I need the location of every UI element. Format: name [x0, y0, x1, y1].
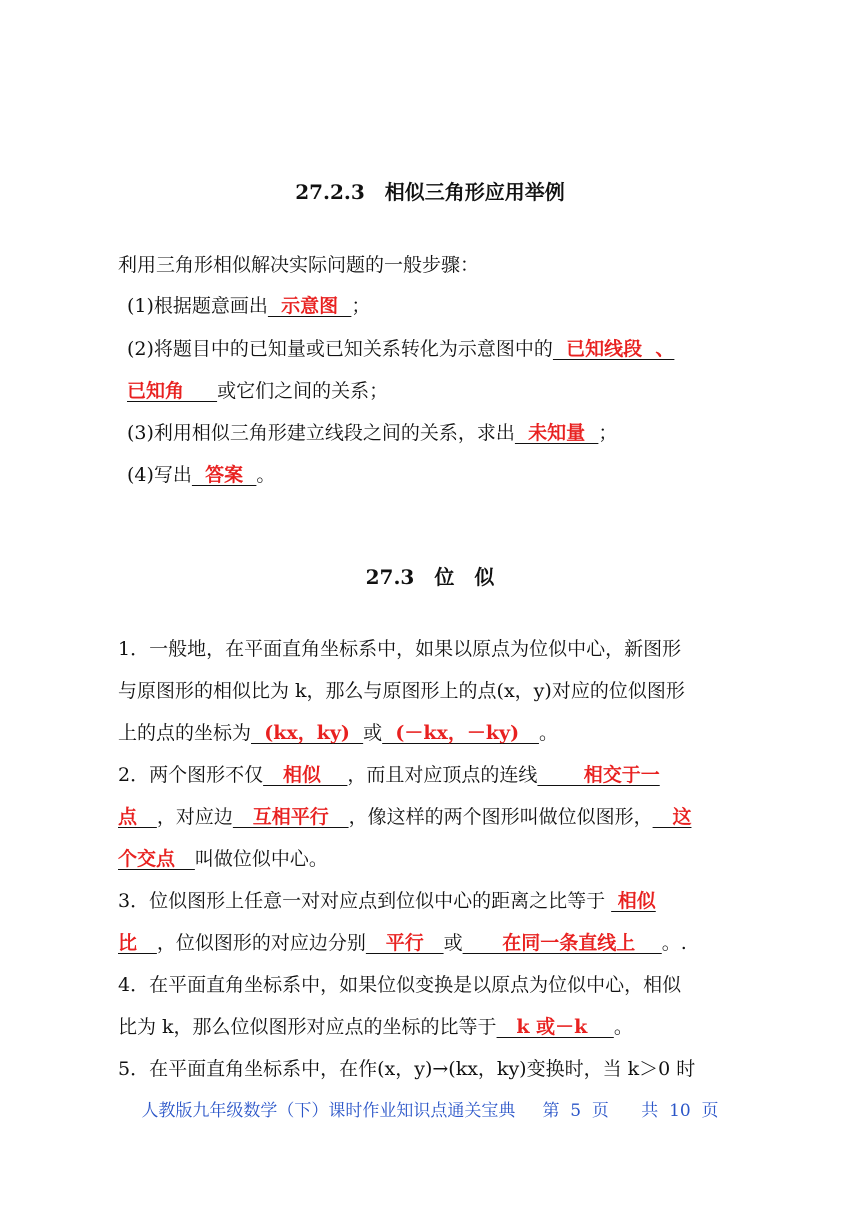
answer-blank: 平行 — [365, 932, 444, 954]
answer-blank: 比 — [118, 932, 157, 954]
step-3: (3)利用相似三角形建立线段之间的关系，求出 未知量 ； — [127, 422, 618, 444]
answer-blank: 相似 — [263, 764, 348, 786]
section-title-27-3: 27.3 位 似 — [365, 565, 495, 589]
page-footer: 人教版九年级数学（下）课时作业知识点通关宝典 第 5 页 共 10 页 — [141, 1101, 719, 1121]
answer-blank: 这 — [652, 806, 692, 828]
item-5-line-1: 5．在平面直角坐标系中，在作(x，y)→(kx，ky)变换时，当 k＞0 时 — [118, 1058, 696, 1080]
item-1-line-2: 与原图形的相似比为 k，那么与原图形上的点(x，y)对应的位似图形 — [118, 680, 685, 702]
answer-blank: 个交点 — [118, 848, 195, 870]
item-2-line-3: 个交点 叫做位似中心。 — [118, 848, 328, 870]
steps-intro: 利用三角形相似解决实际问题的一般步骤： — [118, 254, 480, 276]
item-3-line-2: 比 ，位似图形的对应边分别 平行 或 在同一条直线上 。. — [118, 932, 687, 954]
step-2: (2)将题目中的已知量或已知关系转化为示意图中的 已知线段 、 — [127, 338, 675, 360]
answer-blank: 在同一条直线上 — [462, 932, 662, 954]
item-2-line-1: 2．两个图形不仅 相似 ，而且对应顶点的连线 相交于一 — [118, 764, 660, 786]
step-1: (1)根据题意画出 示意图 ； — [127, 295, 371, 317]
item-4-line-2: 比为 k，那么位似图形对应点的坐标的比等于 k 或－k 。 — [118, 1016, 633, 1038]
answer-blank: 答案 — [191, 464, 257, 486]
answer-blank: (kx，ky) — [251, 722, 364, 744]
answer-blank: 相交于一 — [537, 764, 660, 786]
answer-blank: (－kx，－ky) — [382, 722, 539, 744]
answer-blank: 示意图 — [267, 295, 352, 317]
answer-blank: 未知量 — [514, 422, 599, 444]
item-1-line-1: 1．一般地，在平面直角坐标系中，如果以原点为位似中心，新图形 — [118, 638, 682, 660]
step-2-cont: 已知角 或它们之间的关系； — [127, 380, 389, 402]
answer-blank: k 或－k — [496, 1016, 614, 1038]
item-3-line-1: 3．位似图形上任意一对对应点到位似中心的距离之比等于 相似 — [118, 890, 656, 912]
answer-blank: 互相平行 — [232, 806, 349, 828]
answer-blank: 已知线段 、 — [552, 338, 675, 360]
answer-blank: 已知角 — [127, 380, 218, 402]
step-4: (4)写出 答案 。 — [127, 464, 276, 486]
item-1-line-3: 上的点的坐标为 (kx，ky) 或 (－kx，－ky) 。 — [118, 722, 558, 744]
item-2-line-2: 点 ，对应边 互相平行 ，像这样的两个图形叫做位似图形， 这 — [118, 806, 692, 828]
item-4-line-1: 4．在平面直角坐标系中，如果位似变换是以原点为位似中心，相似 — [118, 974, 682, 996]
section-title-27-2-3: 27.2.3 相似三角形应用举例 — [295, 180, 565, 204]
answer-blank: 点 — [118, 806, 157, 828]
answer-blank: 相似 — [611, 890, 656, 912]
